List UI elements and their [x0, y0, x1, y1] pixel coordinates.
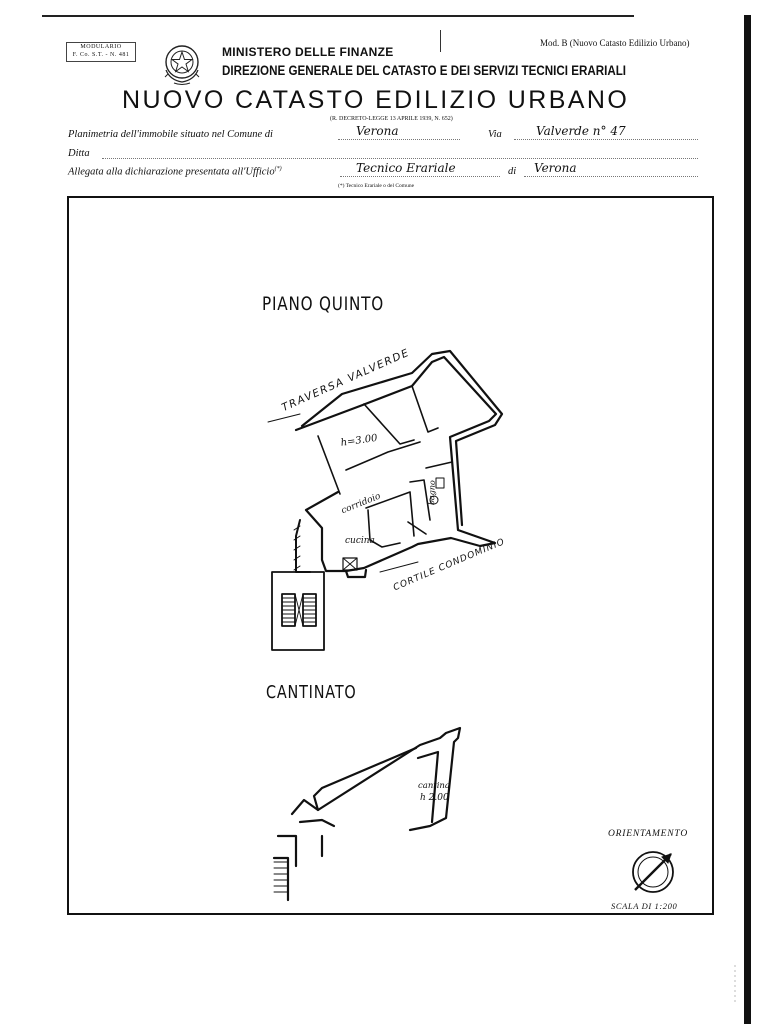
cantina-label: cantina: [418, 781, 450, 791]
piano-quinto-title: PIANO QUINTO: [262, 293, 385, 315]
direzione-heading: DIREZIONE GENERALE DEL CATASTO E DEI SERVIZI TECNICI ERARIALI: [222, 63, 627, 78]
document-title: NUOVO CATASTO EDILIZIO URBANO: [122, 86, 630, 114]
basement-outline: [274, 728, 460, 900]
allegata-sup: (*): [274, 166, 282, 172]
via-label: Via: [488, 129, 502, 140]
modulario-line-2: F. Co. S.T. - N. 481: [72, 52, 130, 58]
footnote: (*) Tecnico Erariale o del Comune: [338, 183, 415, 189]
ministero-heading: MINISTERO DELLE FINANZE: [222, 45, 394, 59]
height-label: h=3.00: [340, 432, 379, 449]
allegata-text: Allegata alla dichiarazione presentata all'Ufficio: [68, 166, 275, 178]
interior-walls: [318, 386, 452, 547]
bagno-label: bagno: [427, 480, 437, 506]
compass-icon: [633, 852, 673, 892]
basement-stair: [274, 862, 288, 892]
cantina-height-label: h 2.00: [420, 793, 449, 803]
comune-value: Verona: [356, 124, 399, 138]
scan-edge-mark: [732, 965, 738, 1005]
decreto-reference: (R. DECRETO-LEGGE 13 APRILE 1939, N. 652): [330, 116, 453, 122]
planimetria-label: Planimetria dell'immobile situato nel Comune di: [68, 129, 273, 140]
orientamento-label: ORIENTAMENTO: [608, 829, 688, 839]
cortile-label: CORTILE CONDOMINIO: [392, 536, 507, 594]
di-label: di: [508, 166, 517, 177]
bathroom-fixture: [436, 478, 444, 488]
via-value: Valverde n° 47: [536, 124, 626, 138]
modulario-line-1: MODULARIO: [80, 44, 122, 50]
corridoio-label: corridoio: [340, 491, 383, 517]
ufficio-value: Tecnico Erariale: [356, 161, 456, 175]
street-label: TRAVERSA VALVERDE: [280, 346, 412, 414]
stair-block: [272, 572, 324, 650]
ditta-label: Ditta: [68, 148, 90, 159]
cucina-label: cucina: [345, 536, 375, 546]
citta-value: Verona: [534, 161, 577, 175]
scala-label: SCALA DI 1:200: [611, 901, 678, 911]
cantinato-title: CANTINATO: [266, 682, 357, 703]
mod-b-label: Mod. B (Nuovo Catasto Edilizio Urbano): [540, 38, 690, 48]
